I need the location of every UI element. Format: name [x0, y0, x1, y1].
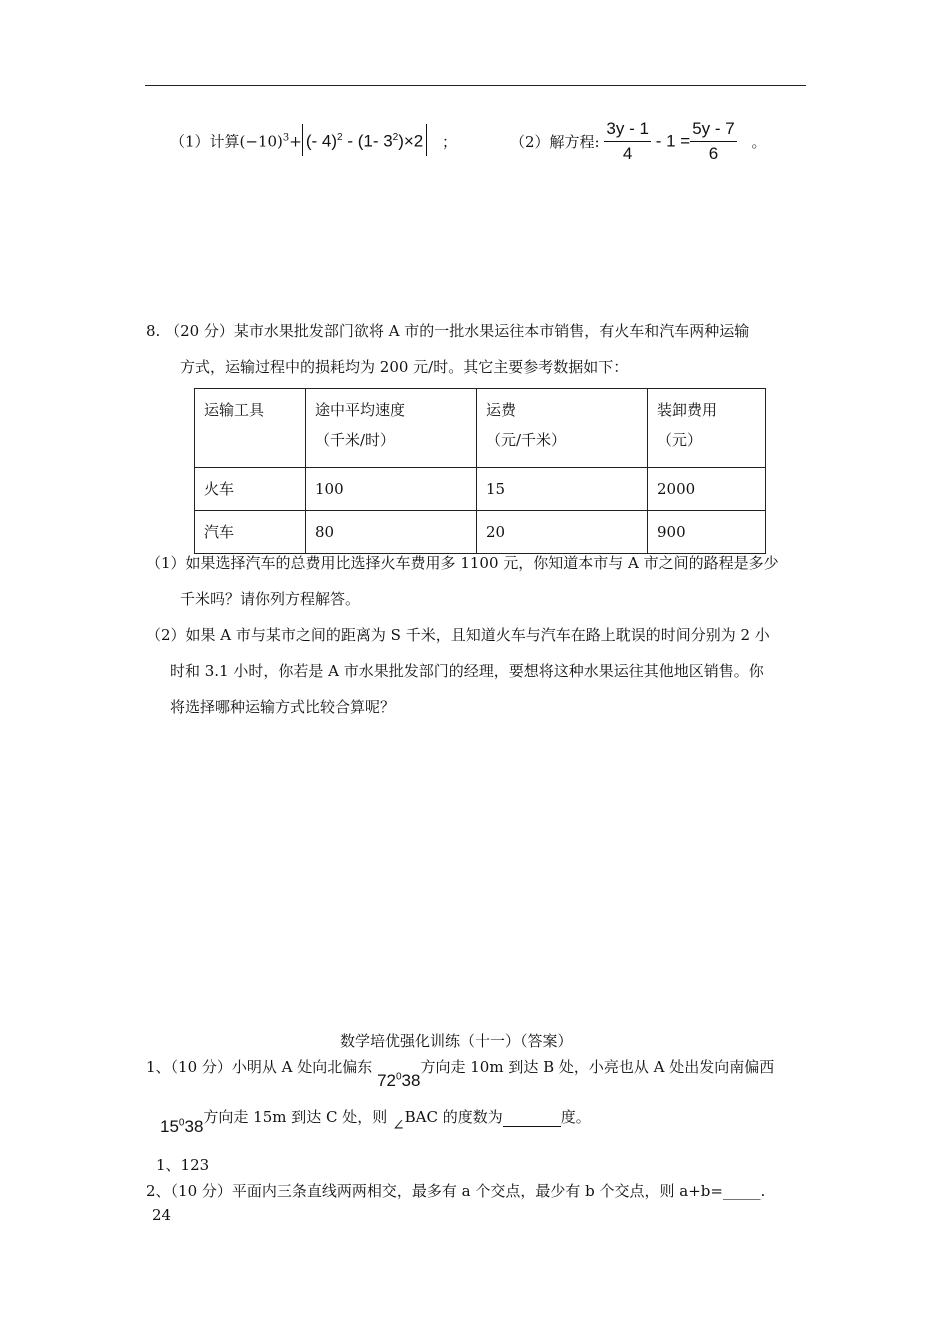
header-cell: 装卸费用 （元）: [648, 389, 766, 468]
q8-intro-line2: 方式，运输过程中的损耗均为 200 元/时。其它主要参考数据如下：: [180, 358, 629, 376]
q7-part1-plus: +: [289, 132, 302, 151]
q7-part1: [170, 124, 457, 156]
transport-data-table: [194, 388, 766, 554]
q7-fraction-1: $\frac{3y - 1}{4}$: [606, 119, 649, 163]
table-cell: 2000: [648, 468, 766, 511]
table-header-row: [195, 389, 766, 468]
q8-sub1-line1: （1）如果选择汽车的总费用比选择火车费用多 1100 元，你知道本市与 A 市之间的路程是多少: [146, 554, 779, 572]
q8-sub2-line1: （2）如果 A 市与某市之间的距离为 S 千米，且知道火车与汽车在路上耽误的时间分别为 2 小: [146, 626, 770, 644]
table-cell: 15: [477, 468, 648, 511]
q7-part2-label: （2）解方程:: [510, 133, 600, 151]
table-cell: 20: [477, 511, 648, 554]
answers-title: 数学培优强化训练（十一）（答案）: [340, 1032, 573, 1050]
q8-intro-line1: 8. （20 分）某市水果批发部门欲将 A 市的一批水果运往本市销售，有火车和汽车两种运输: [146, 322, 750, 340]
q7-end: 。: [751, 133, 767, 151]
q8-sub2-line2: 时和 3.1 小时，你若是 A 市水果批发部门的经理，要想将这种水果运往其他地区销售。你: [170, 662, 764, 680]
q8-sub2-line3: 将选择哪种运输方式比较合算呢？: [170, 698, 396, 716]
table-cell: 80: [306, 511, 477, 554]
table-cell: 火车: [195, 468, 306, 511]
angle-15-38: $15^038$: [160, 1117, 204, 1136]
q7-part1-label: （1）计算: [170, 132, 240, 151]
table-row: [195, 511, 766, 554]
angle-72-38: $72^038$: [377, 1071, 421, 1090]
q8-sub1-line2: 千米吗？请你列方程解答。: [180, 590, 361, 608]
q7-part1-bracket: (- 4)$^2$ - (1- $3^2)\times 2$: [302, 124, 427, 156]
q7-separator: ；: [442, 132, 458, 151]
table-row: [195, 468, 766, 511]
table-cell: 900: [648, 511, 766, 554]
answer-q2-line: 2、（10 分）平面内三条直线两两相交，最多有 a 个交点，最少有 b 个交点，则 a+b=_____.: [146, 1182, 766, 1200]
header-cell: 途中平均速度 （千米/时）: [306, 389, 477, 468]
header-rule: [145, 85, 806, 86]
table-cell: 100: [306, 468, 477, 511]
header-cell: 运输工具: [195, 389, 306, 468]
angle-symbol: ∠: [392, 1116, 405, 1134]
answer-blank: [503, 1108, 561, 1127]
q7-minus-one: - 1 =: [655, 131, 691, 151]
q7-part2: [510, 117, 767, 166]
answer-q1-line2: $15^038$方向走 15m 到达 C 处，则 ∠BAC 的度数为 度。: [160, 1108, 591, 1136]
header-cell: 运费 （元/千米）: [477, 389, 648, 468]
q7-part1-lhs: (−10): [239, 132, 283, 151]
q7-part1-lhs-exp: 3: [282, 132, 290, 144]
answer-q2-value: 24: [152, 1206, 172, 1224]
answer-q1-line1: 1、（10 分）小明从 A 处向北偏东 $72^038$方向走 10m 到达 B 处，小亮也从 A 处出发向南偏西: [146, 1058, 775, 1090]
table-cell: 汽车: [195, 511, 306, 554]
answer-q1-value: 1、123: [156, 1156, 210, 1174]
q7-fraction-2: $\frac{5y - 7}{6}$: [692, 119, 735, 163]
